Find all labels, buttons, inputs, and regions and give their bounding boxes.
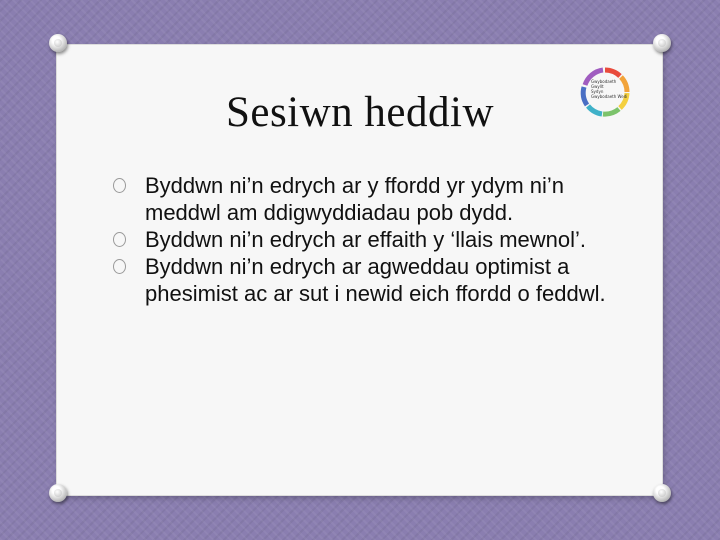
- logo: [577, 66, 635, 118]
- logo-line: Sydyn: [591, 89, 604, 94]
- pushpin-bottom-right-icon: [653, 484, 671, 502]
- pushpin-top-left-icon: [49, 34, 67, 52]
- bullet-list: [115, 172, 625, 307]
- logo-line: Gwybodaeth: [591, 79, 617, 84]
- logo-text: [591, 79, 631, 99]
- circle-bullet-icon: [113, 259, 126, 274]
- logo-line: Gwybodaeth Wedi: [591, 94, 628, 99]
- bullet-text: Byddwn ni’n edrych ar effaith y ‘llais mewnol’.: [145, 227, 587, 252]
- bullet-text: Byddwn ni’n edrych ar agweddau optimist a phesimist ac ar sut i newid eich ffordd o feddwl.: [145, 254, 606, 306]
- bullet-text: Byddwn ni’n edrych ar y ffordd yr ydym ni’n meddwl am ddigwyddiadau pob dydd.: [145, 173, 564, 225]
- slide-title: Sesiwn heddiw: [225, 89, 495, 136]
- pushpin-top-right-icon: [653, 34, 671, 52]
- pushpin-bottom-left-icon: [49, 484, 67, 502]
- bullet-item: [115, 172, 625, 226]
- circle-bullet-icon: [113, 232, 126, 247]
- circle-bullet-icon: [113, 178, 126, 193]
- logo-line: Gwyllt: [591, 84, 604, 89]
- bullet-item: [115, 253, 625, 307]
- bullet-item: [115, 226, 625, 253]
